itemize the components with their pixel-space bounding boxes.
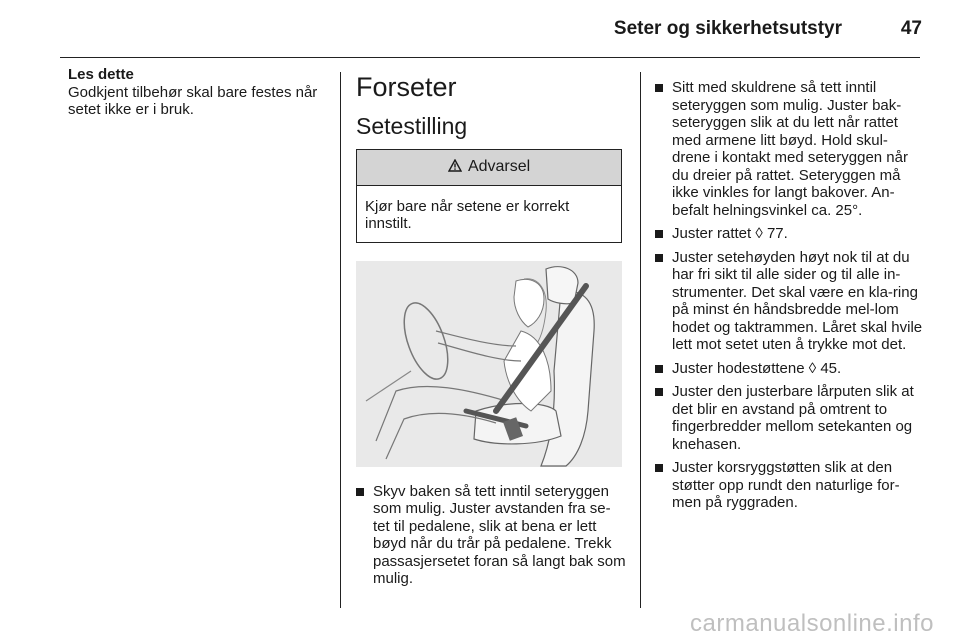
section-subheading: Setestilling — [356, 113, 468, 139]
instruction-list-col3 — [655, 79, 923, 512]
list-item — [655, 459, 923, 512]
page-header-title: Seter og sikkerhetsutstyr — [613, 18, 842, 39]
column-2 — [356, 66, 626, 594]
list-item-text: Juster rattet ◊ 77. — [672, 225, 788, 242]
bullet-icon — [655, 388, 663, 396]
warning-triangle-icon — [448, 158, 466, 175]
instruction-list-col2 — [356, 483, 626, 588]
note-title: Les dette — [68, 66, 134, 83]
bullet-icon — [655, 254, 663, 262]
warning-body: Kjør bare når setene er korrekt innstilt. — [365, 197, 570, 232]
list-item — [356, 483, 626, 588]
list-item-text: Skyv baken så tett inntil seteryggen som mulig. Juster avstanden fra se-tet til pedalene, slik at bena er lett bøyd når du trår på pedalene. Trekk passasjersetet foran så langt bak som mulig. — [373, 482, 626, 587]
warning-header — [357, 150, 621, 186]
page-number: 47 — [900, 18, 922, 39]
list-item-text: Juster setehøyden høyt nok til at du har fri sikt til alle sider og til alle in-strumenter. Det skal være en kla-ring på minst én håndsbredde mel-lom hodet og taktrammen. Låret skal hvile lett mot setet uten å trykke mot det. — [672, 248, 923, 353]
bullet-icon — [655, 464, 663, 472]
warning-title: Advarsel — [467, 158, 531, 175]
column-3 — [655, 79, 923, 518]
note-body: Godkjent tilbehør skal bare festes når setet ikke er i bruk. — [68, 83, 318, 118]
list-item — [655, 225, 923, 243]
list-item — [655, 249, 923, 354]
header-divider — [60, 57, 920, 58]
list-item — [655, 79, 923, 219]
warning-box — [356, 149, 622, 243]
watermark: carmanualsonline.info — [690, 610, 934, 637]
list-item — [655, 383, 923, 453]
list-item-text: Sitt med skuldrene så tett inntil seteryggen som mulig. Juster bak-seteryggen slik at du lett når rattet med armene litt bøyd. Hold skul-drene i kontakt med seteryggen når du dreier på rattet. Seteryggen må ikke vinkles for langt bakover. An-befalt helningsvinkel ca. 25°. — [672, 79, 908, 219]
list-item-text: Juster hodestøttene ◊ 45. — [672, 359, 842, 377]
list-item — [655, 360, 923, 378]
bullet-icon — [655, 84, 663, 92]
list-item-text: Juster den justerbare lårputen slik at det blir en avstand på omtrent to fingerbredder mellom setekanten og knehasen. — [672, 383, 914, 453]
bullet-icon — [655, 365, 663, 373]
bullet-icon — [655, 230, 663, 238]
column-divider-2 — [640, 72, 641, 608]
section-heading: Forseter — [356, 72, 457, 102]
seating-position-illustration — [356, 261, 622, 467]
list-item-text: Juster korsryggstøtten slik at den støtter opp rundt den naturlige for-men på ryggraden. — [672, 459, 900, 511]
column-divider-1 — [340, 72, 341, 608]
column-1 — [68, 66, 330, 119]
bullet-icon — [356, 488, 364, 496]
